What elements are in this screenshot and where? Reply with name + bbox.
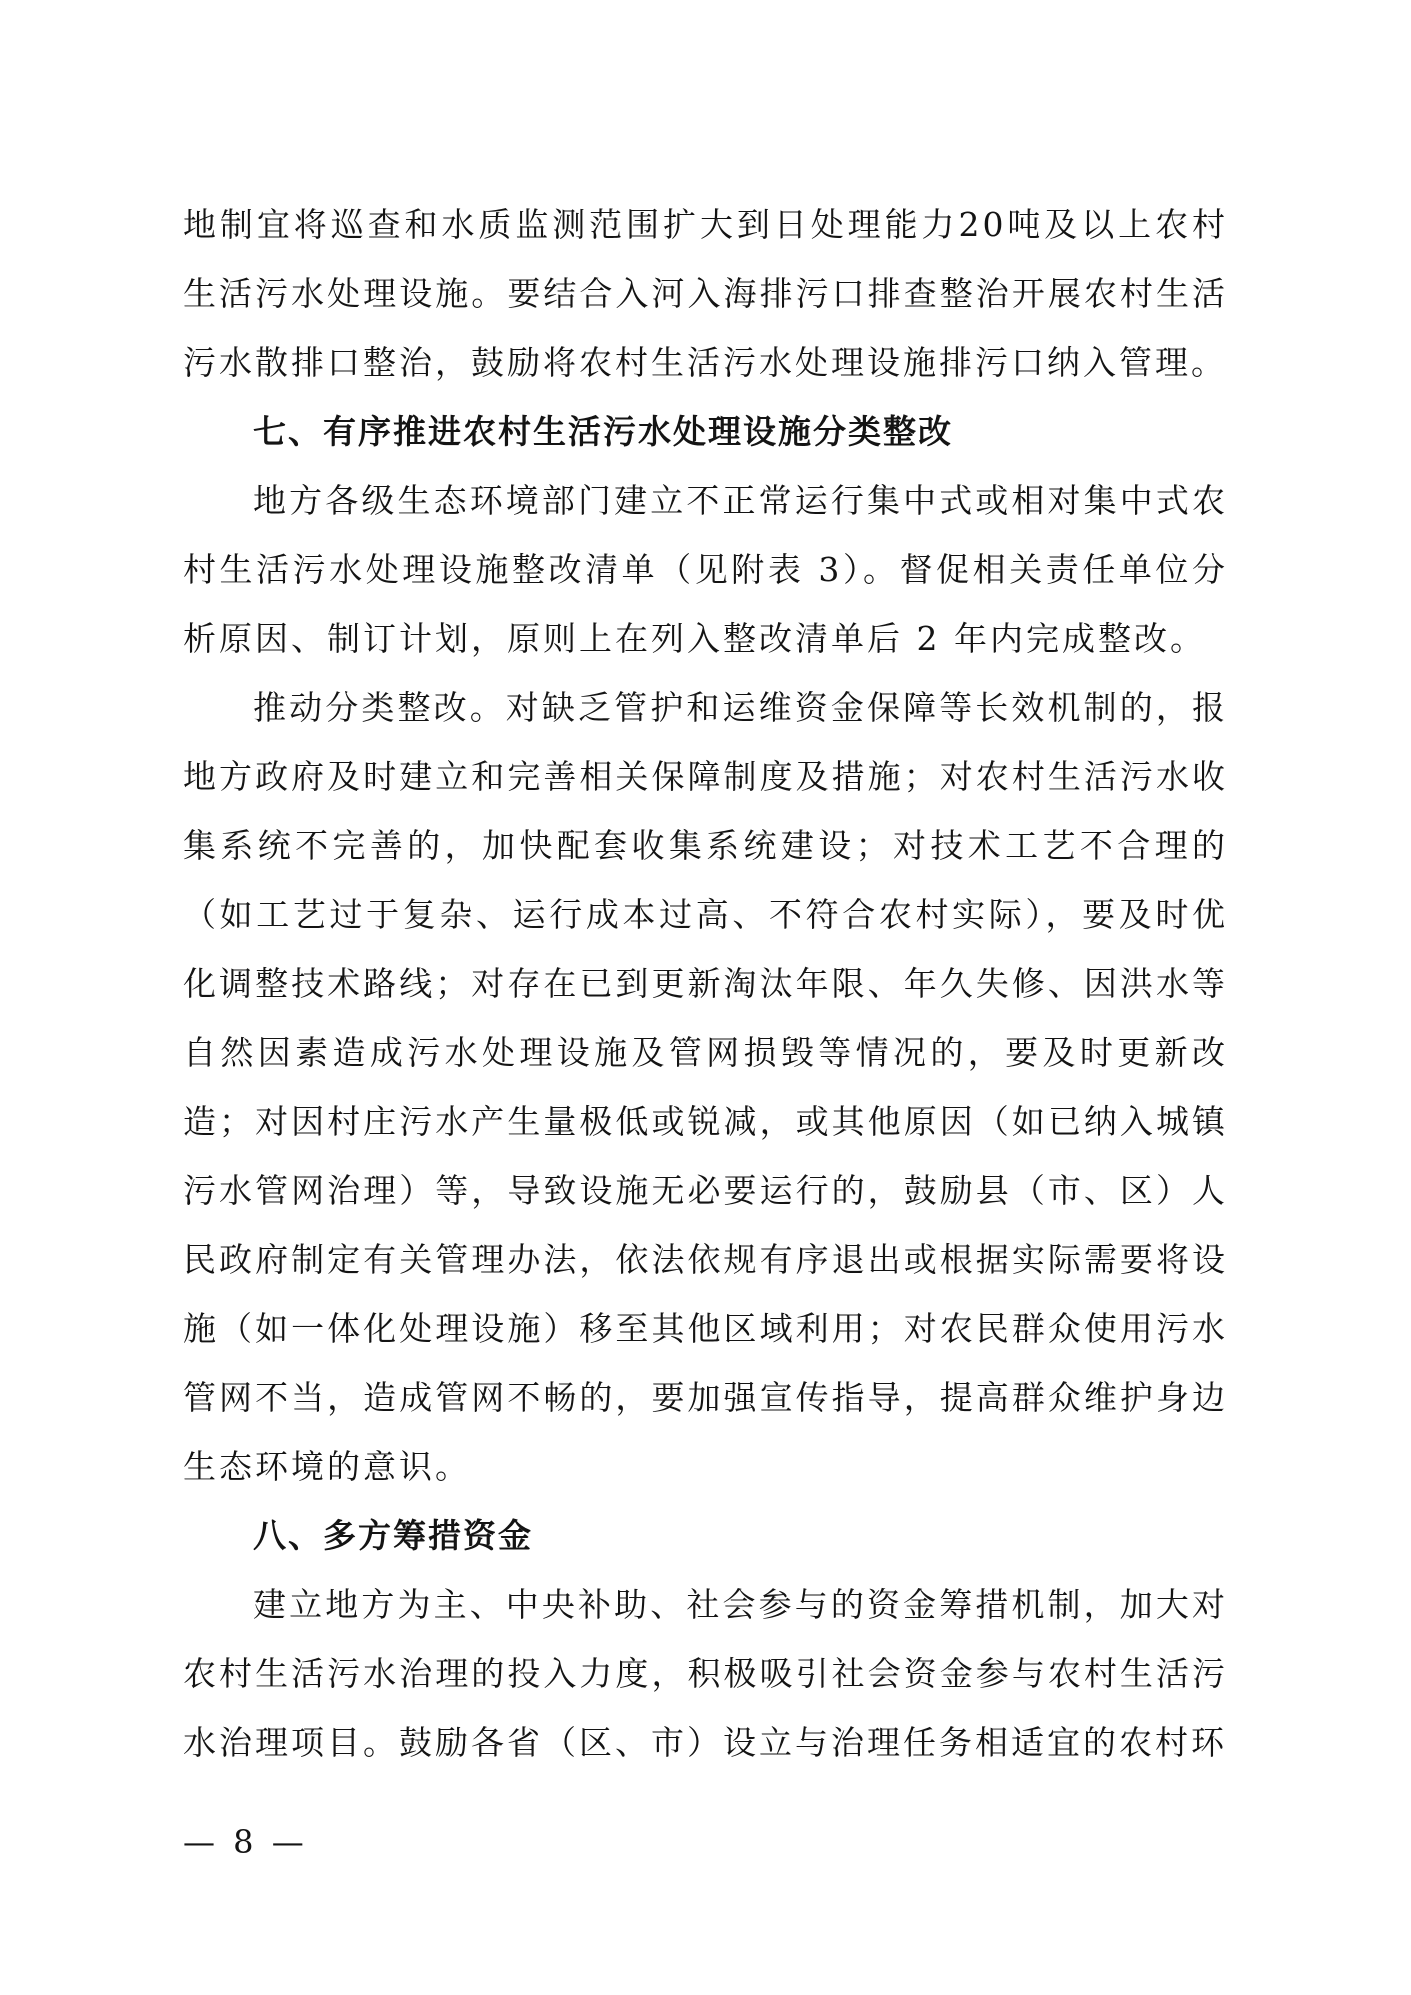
page-number: — 8 —	[183, 1823, 308, 1861]
continuation-paragraph: 地制宜将巡查和水质监测范围扩大到日处理能力20吨及以上农村生活污水处理设施。要结合入河入海排污口排查整治开展农村生活污水散排口整治，鼓励将农村生活污水处理设施排污口纳入管理。	[183, 205, 1228, 382]
section-heading-7: 七、有序推进农村生活污水处理设施分类整改	[253, 412, 953, 451]
body-paragraph: 建立地方为主、中央补助、社会参与的资金筹措机制，加大对农村生活污水治理的投入力度，积极吸引社会资金参与农村生活污水治理项目。鼓励各省（区、市）设立与治理任务相适宜的农村环	[183, 1585, 1228, 1762]
body-paragraph: 推动分类整改。对缺乏管护和运维资金保障等长效机制的，报地方政府及时建立和完善相关保障制度及措施；对农村生活污水收集系统不完善的，加快配套收集系统建设；对技术工艺不合理的（如工艺过于复杂、运行成本过高、不符合农村实际），要及时优化调整技术路线；对存在已到更新淘汰年限、年久失修、因洪水等自然因素造成污水处理设施及管网损毁等情况的，要及时更新改造；对因村庄污水产生量极低或锐减，或其他原因（如已纳入城镇污水管网治理）等，导致设施无必要运行的，鼓励县（市、区）人民政府制定有关管理办法，依法依规有序退出或根据实际需要将设施（如一体化处理设施）移至其他区域利用；对农民群众使用污水管网不当，造成管网不畅的，要加强宣传指导，提高群众维护身边生态环境的意识。	[183, 688, 1228, 1486]
body-paragraph: 地方各级生态环境部门建立不正常运行集中式或相对集中式农村生活污水处理设施整改清单（见附表 3）。督促相关责任单位分析原因、制订计划，原则上在列入整改清单后 2 年内完成整改。	[183, 481, 1228, 658]
document-body	[183, 190, 1228, 1777]
section-heading-8: 八、多方筹措资金	[253, 1516, 533, 1555]
